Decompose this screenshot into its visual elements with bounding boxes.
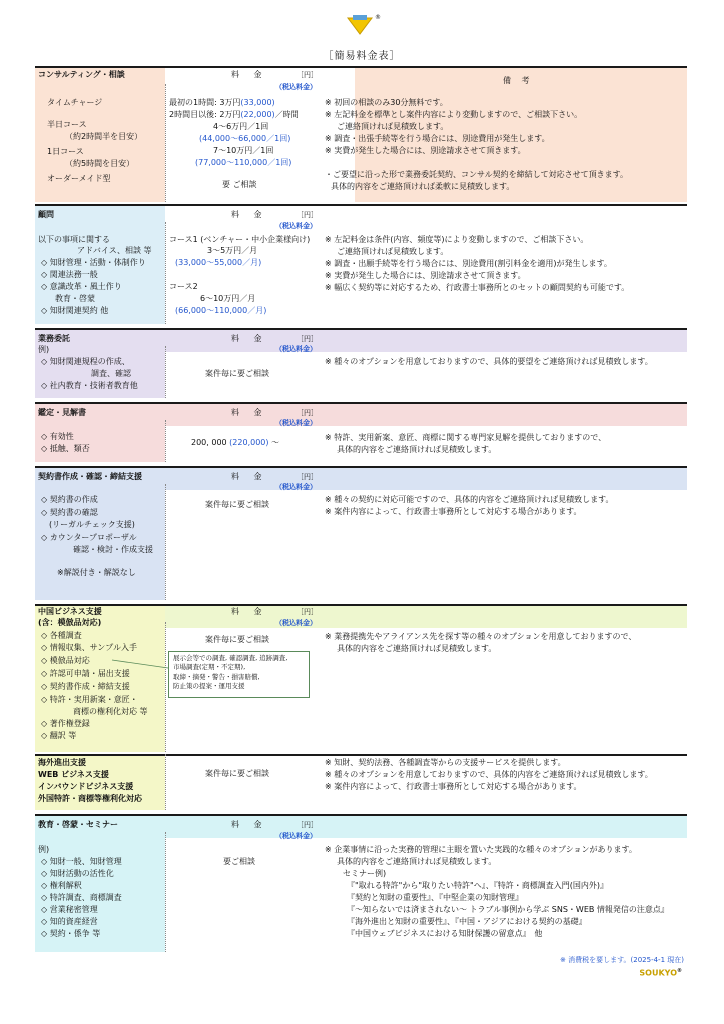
section-title: 業務委託 [38, 334, 70, 343]
footer-note: ※ 消費税を要します。(2025-4-1 現在) [560, 956, 684, 964]
note-line: 具体的内容をご連絡頂ければ見積致します。 [337, 445, 497, 454]
list-item: 1日コース [47, 147, 84, 156]
price-line: 3～5万円／月 [207, 246, 258, 255]
callout-line: 市場調査(定期・不定期), [173, 663, 246, 672]
note-line: ・ご要望に沿った形で業務委託契約、コンサル契約を締結して対応させて頂きます。 [325, 170, 628, 179]
price-header: 料 金 [231, 70, 268, 79]
list-item: ◇ 契約書作成・締結支援 [41, 682, 130, 691]
list-item: タイムチャージ [47, 98, 103, 107]
list-item: 海外進出支援 [38, 758, 86, 767]
unit-header: ［円］ [297, 473, 318, 481]
brand-logo: SOUKYO® [639, 968, 682, 978]
list-item: ◇ 知財一般、知財管理 [41, 857, 122, 866]
note-line: ※ 案件内容によって、行政書士事務所として対応する場合があります。 [325, 782, 582, 791]
list-item: 確認・検討・作成支援 [73, 545, 153, 554]
price-header: 料 金 [231, 472, 268, 481]
price-line: 200, 000 (220,000) ～ [191, 438, 280, 447]
note-line: ※ 種々の契約に対応可能ですので、具体的内容をご連絡頂ければ見積致します。 [325, 495, 614, 504]
note-line: 『"取れる特許"から"取りたい特許"へ』、『特許・商標調査入門(国内外)』 [347, 881, 608, 890]
unit-header: ［円］ [297, 71, 318, 79]
tax-header: （税込料金） [275, 83, 317, 91]
list-item: インバウンドビジネス支援 [38, 782, 134, 791]
price-line: 2時間目以後: 2万円(22,000)／時間 [169, 110, 299, 119]
list-item: ◇ 意識改革・風土作り [41, 282, 122, 291]
note-line: 具体的内容をご連絡頂ければ柔軟に見積致します。 [331, 182, 515, 191]
note-line: ※ 実費が発生した場合には、別途請求させて頂きます。 [325, 271, 526, 280]
price-line: (44,000～66,000／1回) [199, 134, 291, 143]
note-line: セミナー例) [343, 869, 387, 878]
list-item: ◇ 許認可申請・届出支援 [41, 669, 130, 678]
list-item: ◇ 特許・実用新案・意匠・ [41, 695, 138, 704]
price-line: (66,000～110,000／月) [175, 306, 267, 315]
list-item: ◇ 情報収集、サンプル入手 [41, 643, 137, 652]
tax-header: （税込料金） [275, 832, 317, 840]
list-item: 例) [38, 845, 50, 854]
list-item: ◇ 模倣品対応 [41, 656, 90, 665]
price-line: 4～6万円／1回 [213, 122, 269, 131]
price-line: コース2 [169, 282, 198, 291]
list-item: （約2時間半を目安） [65, 132, 143, 141]
list-item: オーダーメイド型 [47, 174, 111, 183]
callout-line: 取締・摘発・警告・損害賠償, [173, 672, 260, 681]
tax-header: （税込料金） [275, 222, 317, 230]
list-item: 例) [38, 345, 50, 354]
section-title: 教育・啓蒙・セミナー [38, 820, 118, 829]
list-item: ◇ カウンタープロポーザル [41, 533, 137, 542]
list-item: ◇ 各種調査 [41, 631, 82, 640]
list-item: ◇ 知財活動の活性化 [41, 869, 114, 878]
section-overseas [35, 754, 687, 810]
list-item: ◇ 権利解釈 [41, 881, 82, 890]
list-item: ◇ 抵触、類否 [41, 444, 90, 453]
price-line: 6～10万円／月 [200, 294, 256, 303]
list-item: (リーガルチェック支援) [49, 520, 135, 529]
list-item: ◇ 著作権登録 [41, 719, 90, 728]
list-item: 調査、確認 [91, 369, 131, 378]
price-line: 要ご相談 [223, 857, 255, 866]
list-item: ◇ 契約・係争 等 [41, 929, 101, 938]
price-header: 料 金 [231, 607, 268, 616]
price-line: 案件毎に要ご相談 [205, 635, 269, 644]
list-item: 以下の事項に関する [38, 235, 110, 244]
list-item: ◇ 知的資産経営 [41, 917, 98, 926]
unit-header: ［円］ [297, 608, 318, 616]
price-header: 料 金 [231, 334, 268, 343]
price-line: 案件毎に要ご相談 [205, 369, 269, 378]
note-line: ご連絡頂ければ見積致します。 [337, 247, 449, 256]
list-item: ◇ 営業秘密管理 [41, 905, 98, 914]
note-line: ※ 初回の相談のみ30分無料です。 [325, 98, 448, 107]
price-line: (77,000～110,000／1回) [195, 158, 292, 167]
note-line: ※ 案件内容によって、行政書士事務所として対応する場合があります。 [325, 507, 582, 516]
note-line: 『中国ウェブビジネスにおける知財保護の留意点』 他 [347, 929, 543, 938]
list-item: 教育・啓蒙 [55, 294, 95, 303]
note-line: ※ 調査・出願手続等を行う場合には、別途費用(割引料金を適用)が発生します。 [325, 259, 612, 268]
note-line: ※ 左記料金を標準とし案件内容により変動しますので、ご相談下さい。 [325, 110, 583, 119]
price-line: 最初の1時間: 3万円(33,000) [169, 98, 275, 107]
note-line: 『海外進出と知財の重要性』、『中国・アジアにおける契約の基礎』 [347, 917, 587, 926]
list-item: WEB ビジネス支援 [38, 770, 109, 779]
price-header: 料 金 [231, 210, 268, 219]
note-line: 具体的内容をご連絡頂ければ見積致します。 [337, 857, 497, 866]
tax-header: （税込料金） [275, 345, 317, 353]
price-line: 案件毎に要ご相談 [205, 769, 269, 778]
price-header: 料 金 [231, 820, 268, 829]
list-item: ◇ 社内教育・技術者教育他 [41, 381, 138, 390]
list-item: ◇ 関連法務一般 [41, 270, 98, 279]
list-item: ※解説付き・解説なし [57, 568, 136, 577]
note-line: ※ 調査・出張手続等を行う場合には、別途費用が発生します。 [325, 134, 550, 143]
note-line: ※ 幅広く契約等に対応するため、行政書士事務所とのセットの顧問契約も可能です。 [325, 283, 630, 292]
unit-header: ［円］ [297, 335, 318, 343]
section-title: 中国ビジネス支援 [38, 607, 102, 616]
unit-header: ［円］ [297, 821, 318, 829]
section-title: コンサルティング・相談 [38, 70, 125, 79]
callout-line: 展示会等での調査, 確認調査, 追跡調査, [173, 654, 288, 662]
section-subtitle: (含：模倣品対応) [38, 618, 102, 627]
list-item: ◇ 知財関連契約 他 [41, 306, 109, 315]
list-item: ◇ 特許調査、商標調査 [41, 893, 122, 902]
section-title: 鑑定・見解書 [38, 408, 86, 417]
note-line: ※ 種々のオプションを用意しておりますので、具体的内容をご連絡頂ければ見積致します。 [325, 770, 653, 779]
callout-line: 防止策の提案・運用支援 [173, 682, 245, 691]
list-item: 外国特許・商標等権利化対応 [38, 794, 142, 803]
registered-mark: ® [375, 14, 381, 21]
price-line: (33,000～55,000／月) [175, 258, 262, 267]
tax-header: （税込料金） [275, 483, 317, 491]
tax-header: （税込料金） [275, 419, 317, 427]
page-title: ［簡易料金表］ [323, 51, 401, 62]
note-line: ※ 特許、実用新案、意匠、商標に関する専門家見解を提供しておりますので、 [325, 433, 607, 442]
note-line: 具体的内容をご連絡頂ければ見積致します。 [337, 644, 497, 653]
list-item: ◇ 有効性 [41, 432, 74, 441]
price-line: 要 ご相談 [222, 180, 257, 189]
list-item: ◇ 契約書の作成 [41, 495, 98, 504]
callout-box [168, 651, 310, 698]
note-line: ※ 知財、契約法務、各種調査等からの支援サービスを提供します。 [325, 758, 566, 767]
note-line: ※ 実費が発生した場合には、別途請求させて頂きます。 [325, 146, 526, 155]
section-title: 契約書作成・確認・締結支援 [38, 472, 142, 481]
note-line: ※ 企業事情に沿った実務的管理に主眼を置いた実践的な種々のオプションがあります。 [325, 845, 637, 854]
list-item: ◇ 知財関連規程の作成、 [41, 357, 130, 366]
list-item: アドバイス、相談 等 [77, 246, 152, 255]
list-item: ◇ 知財管理・活動・体制作り [41, 258, 146, 267]
price-line: 7～10万円／1回 [213, 146, 274, 155]
list-item: 商標の権利化対応 等 [73, 707, 148, 716]
list-item: （約5時間を目安） [65, 159, 135, 168]
price-line: コース1 (ベンチャー・中小企業様向け) [169, 235, 311, 244]
note-line: ご連絡頂ければ見積致します。 [337, 122, 449, 131]
section-title: 顧問 [38, 210, 54, 219]
unit-header: ［円］ [297, 409, 318, 417]
note-line: ※ 左記料金は条件(内容、頻度等)により変動しますので、ご相談下さい。 [325, 235, 589, 244]
list-item: 半日コース [47, 120, 87, 129]
note-line: ※ 種々のオプションを用意しておりますので、具体的要望をご連絡頂ければ見積致します。 [325, 357, 653, 366]
section-education [35, 814, 687, 952]
note-line: ※ 業務提携先やアライアンス先を探す等の種々のオプションを用意しておりますので、 [325, 632, 637, 641]
list-item: ◇ 翻訳 等 [41, 731, 77, 740]
unit-header: ［円］ [297, 211, 318, 219]
notes-header: 備 考 [503, 76, 534, 85]
note-line: 『契約と知財の重要性』、『中堅企業の知財管理』 [347, 893, 523, 902]
price-line: 案件毎に要ご相談 [205, 500, 269, 509]
list-item: ◇ 契約書の確認 [41, 508, 98, 517]
price-header: 料 金 [231, 408, 268, 417]
note-line: 『～知らないでは済まされない～ トラブル事例から学ぶ SNS・WEB 情報発信の注意点』 [347, 905, 669, 914]
tax-header: （税込料金） [275, 619, 317, 627]
